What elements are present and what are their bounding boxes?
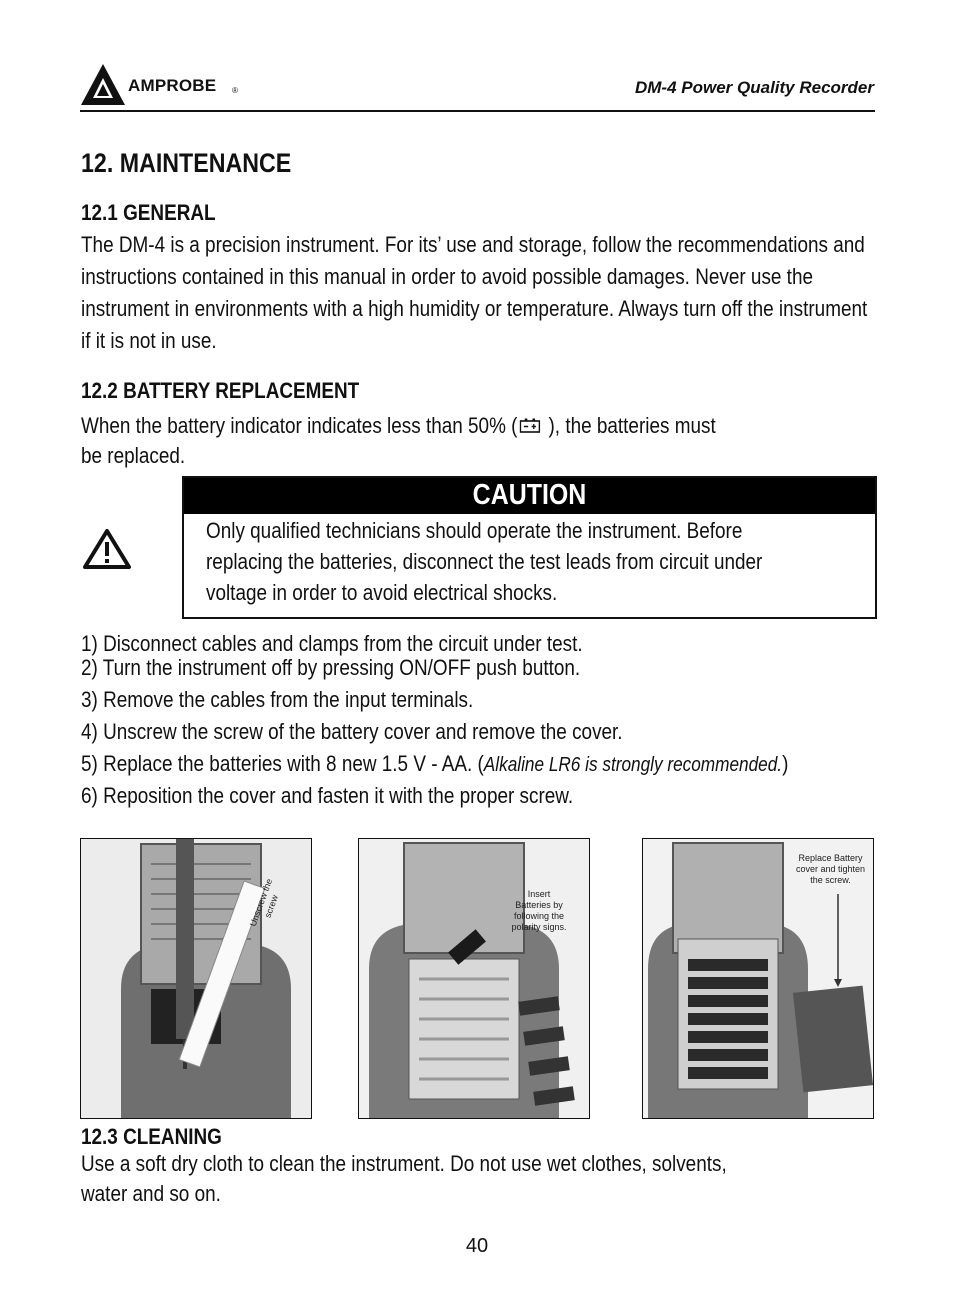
brand-name: AMPROBE [128,76,217,95]
caution-header-bar [184,478,875,514]
battery-heading: 12.2 BATTERY REPLACEMENT [81,378,360,403]
battery-text-before: When the battery indicator indicates less than 50% ( [81,413,518,438]
step-item [81,751,788,777]
photo-1-caption: Unscrew the screw [247,877,281,928]
caution-text [206,515,762,608]
photo-2-caption: Insert Batteries by following the polarity signs. [511,889,567,932]
header-divider [80,110,875,112]
photo-insert-batteries [358,838,590,1119]
step-item: 2) Turn the instrument off by pressing ON/OFF push button. [81,655,581,680]
step-5-text: 5) Replace the batteries with 8 new 1.5 V - AA. [81,751,473,776]
step-item: 6) Reposition the cover and fasten it with the proper screw. [81,783,574,808]
battery-text-after: ), the batteries must [543,413,716,438]
photo-3-caption: Replace Battery cover and tighten the screw. [795,853,866,885]
general-heading: 12.1 GENERAL [81,200,216,225]
photo-unscrew-cover [80,838,312,1119]
step-5-note-close: ) [782,751,789,776]
caution-label: CAUTION [472,479,587,511]
photo-replace-cover [642,838,874,1119]
battery-paragraph-line1 [81,410,716,442]
document-title: DM-4 Power Quality Recorder [634,78,874,97]
step-5-note-open: ( [472,751,484,776]
amprobe-logo-icon [80,62,126,106]
general-paragraph: The DM-4 is a precision instrument. For its’ use and storage, follow the recommendations and instructions contained in this manual in order to avoid possible damages. Never use the instrument in environments with a high humidity or temperature. Always turn off the instrument if it is not in use. [81,232,868,353]
step-item: 1) Disconnect cables and clamps from the circuit under test. [81,631,583,656]
battery-paragraph-line2: be replaced. [81,443,186,468]
cleaning-paragraph-line1: Use a soft dry cloth to clean the instrument. Do not use wet clothes, solvents, [81,1151,727,1176]
caution-line-2: replacing the batteries, disconnect the test leads from circuit under [206,549,763,574]
caution-box [182,476,877,619]
caution-line-1: Only qualified technicians should operate the instrument. Before [206,518,743,543]
section-title: 12. MAINTENANCE [81,148,292,178]
caution-line-3: voltage in order to avoid electrical shocks. [206,580,558,605]
photo-2-illustration [359,839,589,1118]
step-5-note: Alkaline LR6 is strongly recommended. [483,754,783,776]
warning-triangle-icon [82,528,132,570]
page-number: 40 [465,1235,489,1257]
cleaning-heading: 12.3 CLEANING [81,1124,222,1149]
battery-half-icon [519,418,541,434]
step-item: 4) Unscrew the screw of the battery cover and remove the cover. [81,719,623,744]
brand-registered-mark: ® [232,86,238,95]
step-item: 3) Remove the cables from the input terminals. [81,687,474,712]
cleaning-paragraph-line2: water and so on. [81,1181,221,1206]
